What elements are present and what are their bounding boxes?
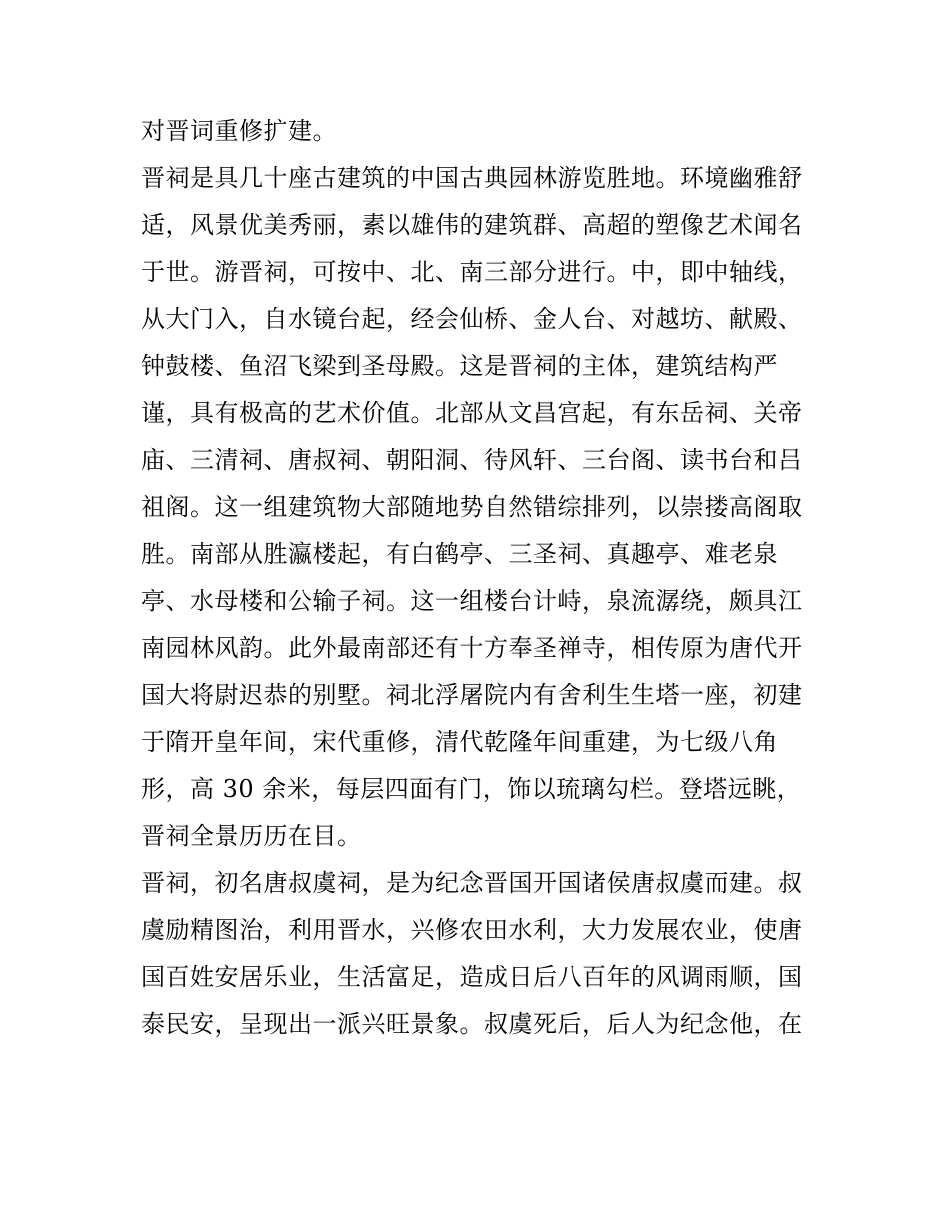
text-line: 钟鼓楼、鱼沼飞梁到圣母殿。这是晋祠的主体，建筑结构严 bbox=[141, 352, 778, 380]
text-line: 适，风景优美秀丽，素以雄伟的建筑群、高超的塑像艺术闻名 bbox=[141, 211, 803, 239]
text-line: 虞励精图治，利用晋水，兴修农田水利，大力发展农业，使唐 bbox=[141, 916, 803, 944]
text-line: 形，高 30 余米，每层四面有门，饰以琉璃勾栏。登塔远眺， bbox=[141, 775, 802, 803]
text-line: 从大门入，自水镜台起，经会仙桥、金人台、对越坊、献殿、 bbox=[141, 305, 803, 333]
text-line: 国大将尉迟恭的别墅。祠北浮屠院内有舍利生生塔一座，初建 bbox=[141, 681, 803, 709]
text-line: 南园林风韵。此外最南部还有十方奉圣禅寺，相传原为唐代开 bbox=[141, 634, 803, 662]
text-line: 于隋开皇年间，宋代重修，清代乾隆年间重建，为七级八角 bbox=[141, 728, 778, 756]
text-line: 泰民安，呈现出一派兴旺景象。叔虞死后，后人为纪念他，在 bbox=[141, 1010, 803, 1038]
text-line: 于世。游晋祠，可按中、北、南三部分进行。中，即中轴线， bbox=[141, 258, 803, 286]
text-line: 祖阁。这一组建筑物大部随地势自然错综排列，以崇搂高阁取 bbox=[141, 493, 803, 521]
text-line: 胜。南部从胜瀛楼起，有白鹤亭、三圣祠、真趣亭、难老泉 bbox=[141, 540, 778, 568]
text-line: 谨，具有极高的艺术价值。北部从文昌宫起，有东岳祠、关帝 bbox=[141, 399, 803, 427]
document-body bbox=[141, 108, 841, 1048]
text-line: 晋祠，初名唐叔虞祠，是为纪念晋国开国诸侯唐叔虞而建。叔 bbox=[141, 869, 803, 897]
text-line: 国百姓安居乐业，生活富足，造成日后八百年的风调雨顺，国 bbox=[141, 963, 803, 991]
text-line: 晋祠是具几十座古建筑的中国古典园林游览胜地。环境幽雅舒 bbox=[141, 164, 803, 192]
text-line: 亭、水母楼和公输子祠。这一组楼台计峙，泉流潺绕，颇具江 bbox=[141, 587, 803, 615]
text-line: 庙、三清祠、唐叔祠、朝阳洞、待风轩、三台阁、读书台和吕 bbox=[141, 446, 803, 474]
text-line: 晋祠全景历历在目。 bbox=[141, 822, 362, 850]
text-line: 对晋词重修扩建。 bbox=[141, 117, 337, 145]
